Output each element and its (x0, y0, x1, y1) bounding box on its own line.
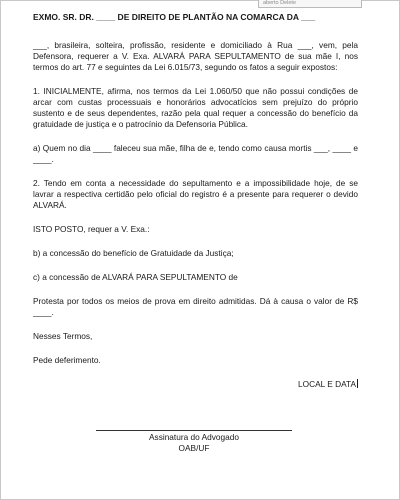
pede-deferimento: Pede deferimento. (33, 355, 101, 365)
paragraph-2: 2. Tendo em conta a necessidade do sepultamento e a impossibilidade hoje, de se lavrar a respectiva certidão pelo oficial do registro é a presente para requerer o devido ALVARÁ. (33, 178, 358, 210)
nesses-termos: Nesses Termos, (33, 331, 93, 341)
signature-oab: OAB/UF (178, 443, 210, 453)
item-a: a) Quem no dia ____ faleceu sua mãe, filha de e, tendo como causa mortis ___, ____ e ____. (33, 143, 358, 164)
item-b: b) a concessão do benefício de Gratuidade da Justiça; (33, 248, 234, 258)
signature-line (96, 430, 292, 431)
intro-paragraph: ___, brasileira, solteira, profissão, residente e domiciliado à Rua ___, vem, pela Defensora, requerer a V. Exa. ALVARÁ PARA SEPULTAMENTO de sua mãe I, nos termos do art. 77 e seguintes da Lei 6.015/73, segundo os fatos a seguir expostos: (33, 40, 358, 72)
item-c: c) a concessão de ALVARÁ PARA SEPULTAMENTO de (33, 272, 238, 282)
document-heading: EXMO. SR. DR. ____ DE DIREITO DE PLANTÃO NA COMARCA DA ___ (33, 12, 316, 22)
signature-name: Assinatura do Advogado (149, 432, 239, 442)
isto-posto: ISTO POSTO, requer a V. Exa.: (33, 224, 150, 234)
paragraph-1: 1. INICIALMENTE, afirma, nos termos da Lei 1.060/50 que não possui condições de arcar com custas processuais e honorários advocatícios sem prejuízo do próprio sustento e de seus dependentes, razão pela qual requer a concessão do benefício da gratuidade de justiça e o patrocínio da Defensoria Pública. (33, 86, 358, 129)
local-e-data[interactable] (33, 379, 358, 390)
protesta-paragraph: Protesta por todos os meios de prova em direito admitidas. Dá à causa o valor de R$ ____. (33, 296, 358, 317)
text-cursor (357, 379, 358, 388)
signature-block (96, 432, 292, 454)
local-e-data-text: LOCAL E DATA (298, 379, 356, 389)
toolbar-tab: aberto Delete (258, 0, 362, 8)
document-body (33, 12, 358, 390)
